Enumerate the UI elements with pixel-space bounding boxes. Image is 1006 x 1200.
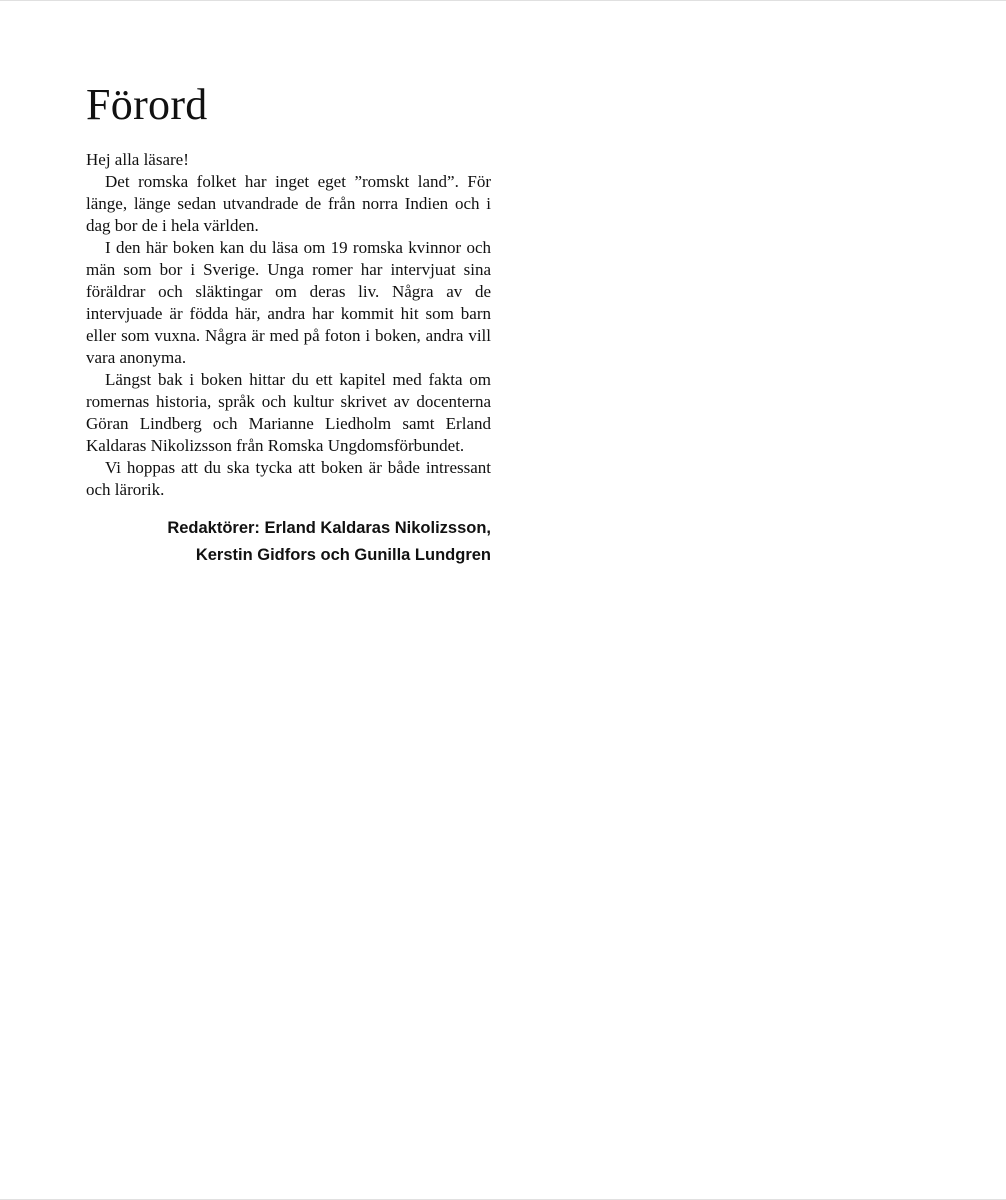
signature-line-2: Kerstin Gidfors och Gunilla Lundgren xyxy=(195,546,491,564)
paragraph-1: Det romska folket har inget eget ”romskt land”. För länge, länge sedan utvandrade de från norra Indien och i dag bor de i hela världen. xyxy=(86,172,491,235)
greeting-text: Hej alla läsare! xyxy=(86,150,189,169)
paragraph-2: I den här boken kan du läsa om 19 romska kvinnor och män som bor i Sverige. Unga romer har intervjuat sina föräldrar och släktingar om deras liv. Några av de intervjuade är födda här, andra har kommit hit som barn eller som vuxna. Några är med på foton i boken, andra vill vara anonyma. xyxy=(86,238,491,367)
editors-signature xyxy=(86,515,491,569)
page-title: Förord xyxy=(86,80,208,129)
paragraph-3: Längst bak i boken hittar du ett kapitel med fakta om romernas historia, språk och kultur skrivet av docenterna Göran Lindberg och Marianne Liedholm samt Erland Kaldaras Nikolizsson från Romska Ungdomsförbundet. xyxy=(86,370,491,455)
paragraph-4: Vi hoppas att du ska tycka att boken är både intressant och lärorik. xyxy=(86,458,491,499)
foreword-section xyxy=(86,79,491,569)
signature-line-1: Redaktörer: Erland Kaldaras Nikolizsson, xyxy=(167,519,491,537)
